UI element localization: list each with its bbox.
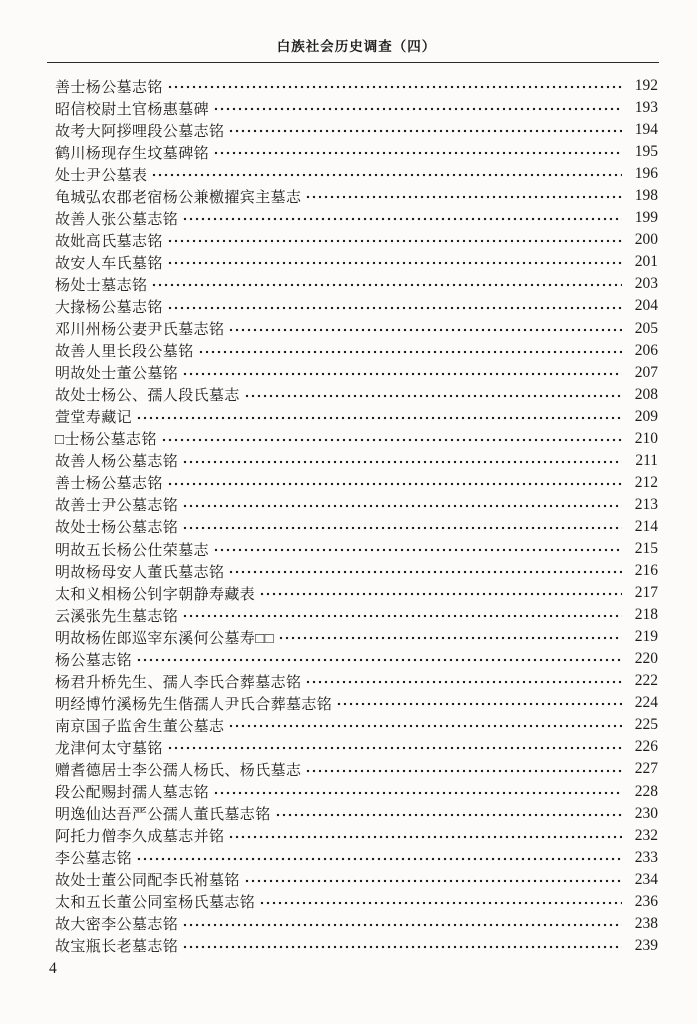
toc-entry-page-number: 195 bbox=[634, 143, 658, 161]
toc-entry-title: 杨公墓志铭 bbox=[55, 652, 133, 669]
dot-leader bbox=[213, 542, 622, 557]
toc-entry-row bbox=[55, 604, 658, 626]
toc-entry-title: 明故五长杨公仕荣墓志 bbox=[55, 542, 210, 559]
dot-leader bbox=[228, 322, 622, 337]
toc-entry-row bbox=[55, 670, 658, 692]
toc-entry-page-number: 233 bbox=[634, 848, 658, 866]
toc-entry-title: 故妣高氏墓志铭 bbox=[55, 233, 163, 250]
toc-entry-row bbox=[55, 935, 658, 957]
dot-leader bbox=[136, 410, 622, 425]
toc-entry-title: 故善士尹公墓志铭 bbox=[55, 498, 179, 515]
toc-entry-page-number: 196 bbox=[634, 165, 658, 183]
toc-entry-title: 明经博竹溪杨先生偕孺人尹氏合葬墓志铭 bbox=[55, 696, 333, 713]
toc-entry-page-number: 212 bbox=[634, 473, 658, 491]
toc-entry-page-number: 227 bbox=[634, 760, 658, 778]
toc-entry-title: 杨君升桥先生、孺人李氏合葬墓志铭 bbox=[55, 674, 302, 691]
toc-entry-row bbox=[55, 185, 658, 207]
dot-leader bbox=[167, 740, 622, 755]
dot-leader bbox=[167, 255, 622, 270]
toc-entry-title: 太和义相杨公钊字朝静寿藏表 bbox=[55, 586, 256, 603]
toc-entry-title: 邓川州杨公妻尹氏墓志铭 bbox=[55, 322, 225, 339]
toc-entry-title: 太和五长董公同室杨氏墓志铭 bbox=[55, 895, 256, 912]
toc-entry-title: 故处士杨公、孺人段氏墓志 bbox=[55, 388, 240, 405]
dot-leader bbox=[167, 299, 622, 314]
toc-entry-page-number: 203 bbox=[634, 275, 658, 293]
toc-entry-page-number: 210 bbox=[634, 429, 658, 447]
toc-entry-page-number: 199 bbox=[634, 209, 658, 227]
toc-entry-row bbox=[55, 251, 658, 273]
toc-entry-page-number: 220 bbox=[634, 650, 658, 668]
toc-entry-title: 龟城弘农郡老宿杨公兼檄擢宾主墓志 bbox=[55, 189, 302, 206]
toc-entry-title: 阿托力僧李久成墓志并铭 bbox=[55, 829, 225, 846]
dot-leader bbox=[182, 211, 622, 226]
toc-entry-title: 李公墓志铭 bbox=[55, 851, 133, 868]
dot-leader bbox=[182, 366, 622, 381]
dot-leader bbox=[228, 123, 622, 138]
toc-entry-row bbox=[55, 428, 658, 450]
running-head-title: 白族社会历史调查（四） bbox=[276, 39, 437, 54]
dot-leader bbox=[182, 939, 622, 954]
dot-leader bbox=[305, 189, 622, 204]
toc-entry-title: 明逸仙达吾严公孺人董氏墓志铭 bbox=[55, 807, 271, 824]
toc-entry-row bbox=[55, 538, 658, 560]
dot-leader bbox=[213, 101, 622, 116]
toc-entry-title: 故善人里长段公墓铭 bbox=[55, 344, 194, 361]
toc-entry-page-number: 225 bbox=[634, 716, 658, 734]
toc-entry-page-number: 213 bbox=[634, 495, 658, 513]
toc-entry-page-number: 218 bbox=[634, 606, 658, 624]
toc-entry-page-number: 236 bbox=[634, 892, 658, 910]
toc-entry-page-number: 192 bbox=[634, 77, 658, 95]
toc-entry-page-number: 239 bbox=[634, 936, 658, 954]
toc-entry-title: 大掾杨公墓志铭 bbox=[55, 299, 163, 316]
toc-entry-title: 杨处士墓志铭 bbox=[55, 277, 148, 294]
toc-entry-title: 昭信校尉土官杨惠墓碑 bbox=[55, 101, 210, 118]
toc-entry-row bbox=[55, 758, 658, 780]
toc-entry-page-number: 230 bbox=[634, 804, 658, 822]
toc-entry-row bbox=[55, 97, 658, 119]
header-rule bbox=[47, 62, 659, 63]
dot-leader bbox=[275, 807, 622, 822]
toc-entry-title: 故宝瓶长老墓志铭 bbox=[55, 939, 179, 956]
toc-entry-title: 明故处士董公墓铭 bbox=[55, 366, 179, 383]
dot-leader bbox=[167, 233, 622, 248]
toc-entry-title: 处士尹公墓表 bbox=[55, 167, 148, 184]
dot-leader bbox=[244, 873, 622, 888]
dot-leader bbox=[182, 454, 622, 469]
dot-leader bbox=[259, 586, 622, 601]
toc-entry-row bbox=[55, 847, 658, 869]
toc-entry-row bbox=[55, 582, 658, 604]
toc-entry-row bbox=[55, 406, 658, 428]
toc-entry-title: 萱堂寿藏记 bbox=[55, 410, 133, 427]
toc-entry-page-number: 193 bbox=[634, 99, 658, 117]
toc-entry-row bbox=[55, 781, 658, 803]
toc-entry-page-number: 224 bbox=[634, 694, 658, 712]
toc-entry-row bbox=[55, 207, 658, 229]
toc-entry-row bbox=[55, 692, 658, 714]
toc-entry-row bbox=[55, 450, 658, 472]
toc-entry-page-number: 207 bbox=[634, 363, 658, 381]
dot-leader bbox=[151, 167, 622, 182]
toc-entry-title: 善士杨公墓志铭 bbox=[55, 79, 163, 96]
folio-page-number: 4 bbox=[49, 960, 57, 977]
toc-entry-row bbox=[55, 494, 658, 516]
dot-leader bbox=[228, 564, 622, 579]
toc-entry-page-number: 232 bbox=[634, 826, 658, 844]
toc-entry-page-number: 226 bbox=[634, 738, 658, 756]
toc-entry-row bbox=[55, 229, 658, 251]
toc-entry-title: 段公配赐封孺人墓志铭 bbox=[55, 785, 210, 802]
toc-entry-row bbox=[55, 119, 658, 141]
toc-entry-row bbox=[55, 648, 658, 670]
toc-entry-row bbox=[55, 825, 658, 847]
toc-entry-title: 明故杨母安人董氏墓志铭 bbox=[55, 564, 225, 581]
dot-leader bbox=[182, 520, 622, 535]
toc-entry-page-number: 238 bbox=[634, 914, 658, 932]
toc-entry-title: 明故杨佐郎巡宰东溪何公墓寿□□ bbox=[55, 630, 275, 647]
toc-entry-page-number: 198 bbox=[634, 187, 658, 205]
toc-entry-page-number: 209 bbox=[634, 407, 658, 425]
toc-entry-row bbox=[55, 869, 658, 891]
dot-leader bbox=[278, 630, 622, 645]
dot-leader bbox=[213, 145, 622, 160]
toc-entry-row bbox=[55, 340, 658, 362]
dot-leader bbox=[336, 696, 622, 711]
toc-entry-row bbox=[55, 273, 658, 295]
dot-leader bbox=[198, 344, 622, 359]
toc-entry-page-number: 228 bbox=[634, 782, 658, 800]
toc-entry-row bbox=[55, 803, 658, 825]
dot-leader bbox=[182, 498, 622, 513]
toc-entry-title: 云溪张先生墓志铭 bbox=[55, 608, 179, 625]
toc-entry-page-number: 211 bbox=[635, 451, 658, 469]
dot-leader bbox=[182, 917, 622, 932]
toc-entry-page-number: 194 bbox=[634, 121, 658, 139]
toc-entry-title: 故考大阿拶哩段公墓志铭 bbox=[55, 123, 225, 140]
toc-entry-row bbox=[55, 141, 658, 163]
dot-leader bbox=[305, 762, 622, 777]
toc-entry-page-number: 215 bbox=[634, 540, 658, 557]
dot-leader bbox=[161, 432, 622, 447]
dot-leader bbox=[213, 785, 622, 800]
toc-entry-row bbox=[55, 163, 658, 185]
toc-entry-title: 故善人杨公墓志铭 bbox=[55, 454, 179, 471]
dot-leader bbox=[167, 476, 622, 491]
toc-entry-page-number: 234 bbox=[634, 870, 658, 888]
dot-leader bbox=[136, 851, 622, 866]
dot-leader bbox=[228, 718, 622, 733]
toc-entry-row bbox=[55, 736, 658, 758]
toc-entry-page-number: 206 bbox=[634, 341, 658, 359]
dot-leader bbox=[182, 608, 622, 623]
toc-entry-title: 故安人车氏墓铭 bbox=[55, 255, 163, 272]
toc-entry-row bbox=[55, 516, 658, 538]
toc-entry-row bbox=[55, 295, 658, 317]
toc-entry-row bbox=[55, 362, 658, 384]
toc-entry-row bbox=[55, 714, 658, 736]
toc-entry-page-number: 214 bbox=[634, 517, 658, 535]
dot-leader bbox=[228, 829, 622, 844]
toc-entry-title: 故处士杨公墓志铭 bbox=[55, 520, 179, 537]
toc-entry-title: 善士杨公墓志铭 bbox=[55, 476, 163, 493]
toc-entry-page-number: 204 bbox=[634, 297, 658, 315]
toc-entry-page-number: 216 bbox=[634, 562, 658, 580]
toc-entry-row bbox=[55, 472, 658, 494]
toc-entry-row bbox=[55, 626, 658, 648]
toc-entry-page-number: 219 bbox=[634, 628, 658, 646]
toc-entry-page-number: 205 bbox=[634, 319, 658, 337]
toc-entry-row bbox=[55, 75, 658, 97]
toc-entry-page-number: 201 bbox=[634, 253, 658, 271]
toc-entry-title: 故处士董公同配李氏袝墓铭 bbox=[55, 873, 240, 890]
toc-entry-row bbox=[55, 913, 658, 935]
toc-entry-row bbox=[55, 384, 658, 406]
dot-leader bbox=[136, 652, 622, 667]
dot-leader bbox=[151, 277, 622, 292]
toc-entry-row bbox=[55, 891, 658, 913]
toc-entry-row bbox=[55, 318, 658, 340]
toc-entry-page-number: 200 bbox=[634, 231, 658, 249]
toc-entry-page-number: 208 bbox=[634, 385, 658, 403]
toc-entry-title: 赠耆德居士李公孺人杨氏、杨氏墓志 bbox=[55, 762, 302, 779]
toc-entry-title: 故大密李公墓志铭 bbox=[55, 917, 179, 934]
dot-leader bbox=[305, 674, 622, 689]
toc-entry-page-number: 217 bbox=[634, 584, 658, 602]
toc-entry-title: □士杨公墓志铭 bbox=[55, 432, 157, 449]
toc-entry-title: 故善人张公墓志铭 bbox=[55, 211, 179, 228]
toc-entry-page-number: 222 bbox=[634, 672, 658, 690]
dot-leader bbox=[244, 388, 622, 403]
toc-entry-title: 龙津何太守墓铭 bbox=[55, 740, 163, 757]
toc-list bbox=[55, 75, 658, 957]
toc-entry-title: 鹤川杨现存生坟墓碑铭 bbox=[55, 145, 210, 162]
dot-leader bbox=[259, 895, 622, 910]
toc-entry-title: 南京国子监舍生董公墓志 bbox=[55, 718, 225, 735]
dot-leader bbox=[167, 79, 622, 94]
toc-entry-row bbox=[55, 560, 658, 582]
